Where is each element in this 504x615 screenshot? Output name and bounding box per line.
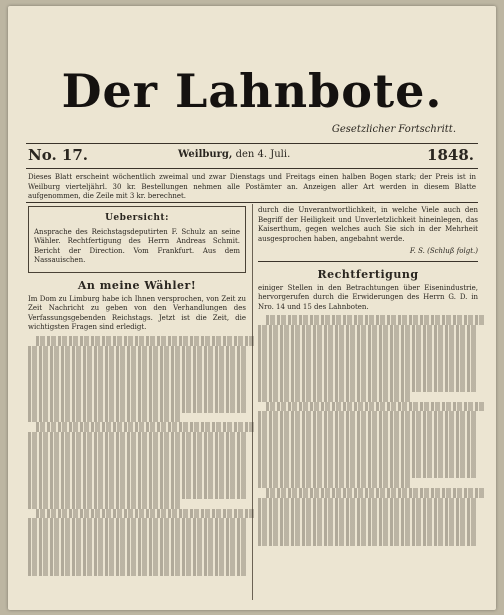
contents-text: Ansprache des Reichstagsdeputirten F. Schulz an seine Wähler. Rechtfertigung des Herrn Andreas Schmit. Bericht der Direction. Vom Frankfurt. Aus dem Nassauischen. bbox=[34, 227, 240, 265]
text-line bbox=[28, 566, 246, 576]
article-heading-waehler: An meine Wähler! bbox=[77, 278, 197, 292]
text-line bbox=[36, 422, 254, 432]
left-column bbox=[28, 206, 246, 576]
text-line bbox=[28, 355, 246, 365]
text-line bbox=[258, 335, 478, 345]
issue-year: 1848. bbox=[427, 146, 474, 164]
newspaper-page bbox=[8, 6, 496, 610]
text-line bbox=[258, 459, 478, 469]
text-line bbox=[36, 336, 254, 346]
text-line bbox=[28, 374, 246, 384]
text-line bbox=[28, 461, 246, 471]
column-separator bbox=[252, 204, 253, 600]
text-line bbox=[28, 432, 246, 442]
text-line bbox=[28, 518, 246, 528]
article-lead-waehler: Im Dom zu Limburg habe ich Ihnen versprochen, von Zeit zu Zeit Nachricht zu geben von den Verhandlungen des Verfassungsgebenden Reichstags. Jetzt ist die Zeit, die wichtigsten Fragen sind erledigt. bbox=[28, 294, 246, 332]
text-line bbox=[266, 488, 486, 498]
issue-number: No. 17. bbox=[28, 146, 88, 164]
text-line bbox=[258, 536, 478, 546]
text-line bbox=[28, 537, 246, 547]
text-line bbox=[28, 489, 246, 499]
dateline bbox=[178, 149, 290, 160]
article-rule bbox=[258, 261, 478, 262]
masthead-subtitle: Gesetzlicher Fortschritt. bbox=[331, 124, 456, 135]
masthead-title: Der Lahnbote. bbox=[61, 64, 443, 118]
text-line bbox=[258, 344, 478, 354]
dateline-rule bbox=[26, 168, 478, 169]
top-rule bbox=[26, 143, 478, 144]
article-signature: F. S. (Schluß folgt.) bbox=[409, 247, 478, 256]
text-line bbox=[28, 557, 246, 567]
text-line bbox=[28, 470, 246, 480]
notice-rule bbox=[26, 202, 478, 203]
article-continuation: durch die Unverantwortlichkeit, in welche Viele auch den Begriff der Heiligkeit und Unverletzlichkeit hineinlegen, das Kaiserthum, gegen welches auch Sie sich in der Mehrheit ausgesprochen haben, angebahnt werde. bbox=[258, 206, 478, 243]
text-line bbox=[28, 394, 246, 404]
text-line bbox=[258, 517, 478, 527]
text-line bbox=[28, 528, 246, 538]
text-line bbox=[258, 411, 478, 421]
text-line bbox=[258, 430, 478, 440]
text-line bbox=[28, 413, 181, 423]
text-line bbox=[258, 421, 478, 431]
text-line bbox=[258, 498, 478, 508]
article-heading-rechtfertigung: Rechtfertigung bbox=[317, 267, 419, 281]
subscription-notice: Dieses Blatt erscheint wöchentlich zweimal und zwar Dienstags und Freitags einen halben Bogen stark; der Preis ist in Weilburg vierteljährl. 30 kr. Bestellungen nehmen alle Postämter an. Anzeigen aller Art werden in diesem Blatte aufgenommen, die Zeile mit 3 kr. berechnet. bbox=[28, 173, 476, 200]
text-line bbox=[258, 440, 478, 450]
text-line bbox=[258, 392, 412, 402]
contents-box bbox=[28, 206, 246, 273]
text-line bbox=[28, 480, 246, 490]
text-line bbox=[258, 526, 478, 536]
text-line bbox=[28, 403, 246, 413]
text-line bbox=[28, 451, 246, 461]
text-line bbox=[28, 346, 246, 356]
text-line bbox=[258, 383, 478, 393]
text-line bbox=[266, 315, 486, 325]
text-line bbox=[28, 384, 246, 394]
text-line bbox=[28, 499, 181, 509]
body-text-lines bbox=[258, 315, 478, 545]
text-line bbox=[258, 469, 478, 479]
body-text-lines bbox=[28, 336, 246, 576]
text-line bbox=[258, 450, 478, 460]
right-column bbox=[258, 206, 478, 546]
text-line bbox=[258, 325, 478, 335]
dateline-date: den 4. Juli. bbox=[235, 149, 291, 160]
text-line bbox=[258, 478, 412, 488]
contents-heading: Uebersicht: bbox=[105, 213, 169, 223]
text-line bbox=[28, 441, 246, 451]
text-line bbox=[258, 354, 478, 364]
text-line bbox=[258, 373, 478, 383]
article-lead-rechtfertigung: einiger Stellen in den Betrachtungen über Eisenindustrie, hervorgerufen durch die Erwiderungen des Herrn G. D. in Nro. 14 und 15 des Lahnboten. bbox=[258, 283, 478, 311]
text-line bbox=[258, 507, 478, 517]
text-line bbox=[28, 365, 246, 375]
dateline-place: Weilburg, bbox=[178, 149, 233, 160]
text-line bbox=[36, 509, 254, 519]
text-line bbox=[266, 402, 486, 412]
text-line bbox=[258, 363, 478, 373]
text-line bbox=[28, 547, 246, 557]
